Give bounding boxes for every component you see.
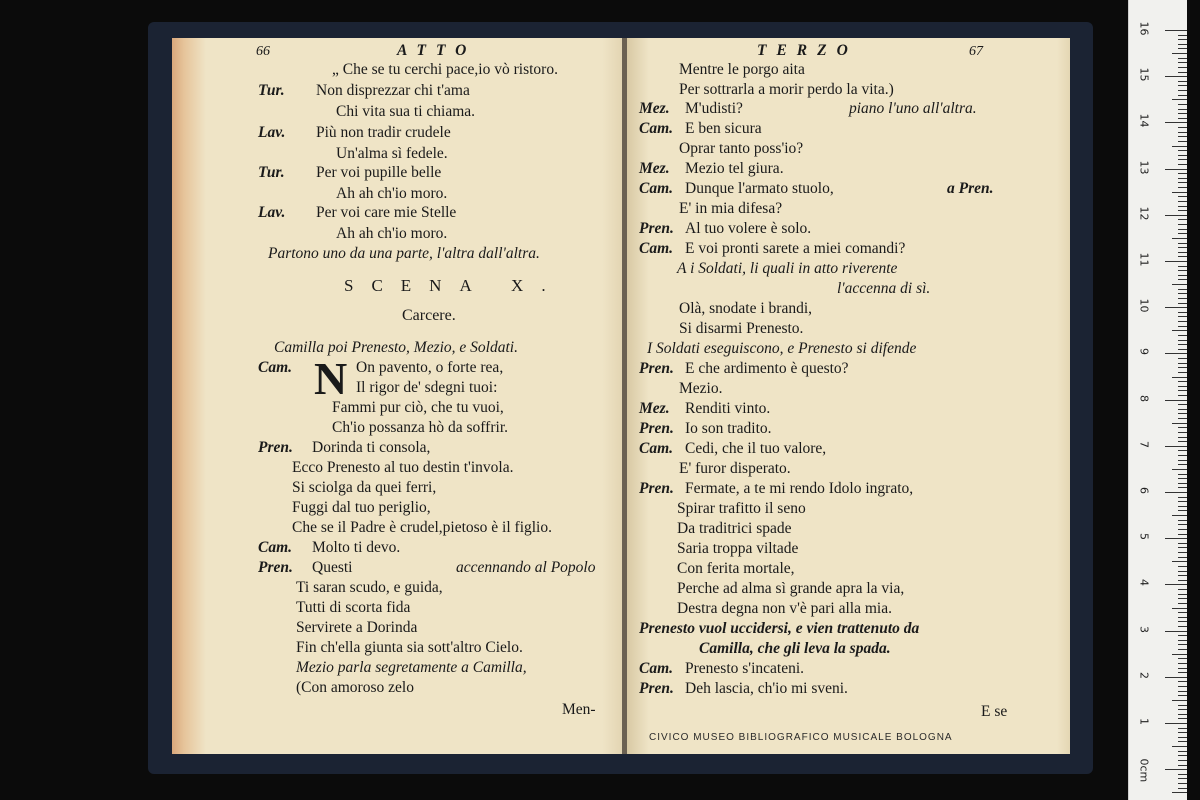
- text-line: Ch'io possanza hò da soffrir.: [332, 419, 508, 436]
- ruler-tick: [1178, 67, 1187, 68]
- text-line: Fammi pur ciò, che tu vuoi,: [332, 399, 504, 416]
- ruler-tick: [1178, 312, 1187, 313]
- text-line: Perche ad alma sì grande apra la via,: [677, 580, 905, 597]
- ruler-tick: [1178, 127, 1187, 128]
- ruler-tick: [1165, 169, 1187, 170]
- aside-direction: a Pren.: [947, 180, 994, 197]
- ruler-number: 12: [1137, 206, 1151, 221]
- ruler-tick: [1178, 672, 1187, 673]
- library-stamp: CIVICO MUSEO BIBLIOGRAFICO MUSICALE BOLOGNA: [649, 732, 953, 743]
- ruler-tick: [1178, 751, 1187, 752]
- ruler-tick: [1178, 547, 1187, 548]
- scene-setting: Carcere.: [402, 307, 456, 324]
- ruler-tick: [1178, 224, 1187, 225]
- ruler-number: 6: [1137, 487, 1151, 494]
- ruler-tick: [1178, 464, 1187, 465]
- ruler-tick: [1178, 705, 1187, 706]
- stage-direction: A i Soldati, li quali in atto riverente: [677, 260, 898, 277]
- ruler-tick: [1178, 404, 1187, 405]
- ruler-tick: [1178, 58, 1187, 59]
- ruler-tick: [1172, 146, 1187, 147]
- text-line: Più non tradir crudele: [316, 124, 451, 141]
- ruler-tick: [1178, 732, 1187, 733]
- ruler-number: 3: [1137, 625, 1151, 633]
- ruler-tick: [1165, 769, 1187, 770]
- text-line: Si disarmi Prenesto.: [679, 320, 804, 337]
- characters-list: Camilla poi Prenesto, Mezio, e Soldati.: [274, 339, 518, 356]
- ruler-tick: [1178, 686, 1187, 687]
- ruler-tick: [1178, 39, 1187, 40]
- text-line: „ Che se tu cerchi pace,io vò ristoro.: [332, 61, 558, 78]
- ruler-tick: [1172, 284, 1187, 285]
- right-page: [627, 38, 1070, 754]
- ruler-tick: [1178, 594, 1187, 595]
- text-line: Spirar trafitto il seno: [677, 500, 806, 517]
- speaker: Cam.: [258, 359, 293, 376]
- ruler-tick: [1165, 122, 1187, 123]
- ruler-tick: [1172, 192, 1187, 193]
- ruler-tick: [1172, 608, 1187, 609]
- text-line: Renditi vinto.: [685, 400, 771, 417]
- ruler-tick: [1172, 53, 1187, 54]
- text-line: E ben sicura: [685, 120, 762, 137]
- text-line: Non disprezzar chi t'ama: [316, 82, 470, 99]
- ruler-tick: [1178, 270, 1187, 271]
- ruler-tick: [1178, 714, 1187, 715]
- text-line: E' furor disperato.: [679, 460, 791, 477]
- ruler-tick: [1178, 243, 1187, 244]
- text-line: Dorinda ti consola,: [312, 439, 431, 456]
- ruler-tick: [1165, 723, 1187, 724]
- ruler-tick: [1178, 229, 1187, 230]
- text-line: Per voi pupille belle: [316, 164, 442, 181]
- aside-direction: piano l'uno all'altra.: [849, 100, 977, 117]
- ruler-tick: [1178, 367, 1187, 368]
- text-line: Prenesto s'incateni.: [685, 660, 805, 677]
- running-head: ATTO: [397, 42, 477, 59]
- stage-direction: Mezio parla segretamente a Camilla,: [296, 659, 527, 676]
- ruler-tick: [1178, 552, 1187, 553]
- drop-cap: N: [314, 353, 348, 404]
- ruler-tick: [1178, 256, 1187, 257]
- stage-direction: Camilla, che gli leva la spada.: [699, 640, 891, 657]
- text-line: Dunque l'armato stuolo,: [685, 180, 834, 197]
- ruler-tick: [1178, 372, 1187, 373]
- ruler-tick: [1165, 353, 1187, 354]
- ruler-number: 9: [1137, 348, 1151, 356]
- ruler-tick: [1178, 617, 1187, 618]
- ruler-number: 8: [1137, 394, 1151, 402]
- speaker: Tur.: [258, 82, 285, 99]
- ruler-tick: [1178, 441, 1187, 442]
- ruler-tick: [1178, 150, 1187, 151]
- stage-direction: I Soldati eseguiscono, e Prenesto si difende: [647, 340, 917, 357]
- ruler-tick: [1178, 303, 1187, 304]
- ruler-tick: [1165, 30, 1187, 31]
- ruler-tick: [1178, 612, 1187, 613]
- ruler-tick: [1165, 446, 1187, 447]
- ruler-tick: [1178, 210, 1187, 211]
- ruler-tick: [1178, 571, 1187, 572]
- ruler-tick: [1172, 99, 1187, 100]
- ruler-tick: [1178, 663, 1187, 664]
- speaker: Pren.: [639, 220, 674, 237]
- ruler-tick: [1178, 109, 1187, 110]
- text-line: Molto ti devo.: [312, 539, 401, 556]
- text-line: E voi pronti sarete a miei comandi?: [685, 240, 906, 257]
- ruler-tick: [1165, 631, 1187, 632]
- ruler-tick: [1172, 700, 1187, 701]
- page-number: 67: [969, 44, 983, 59]
- ruler-tick: [1165, 400, 1187, 401]
- ruler-tick: [1178, 390, 1187, 391]
- ruler-tick: [1178, 774, 1187, 775]
- ruler-number: 11: [1137, 252, 1151, 267]
- text-line: Cedi, che il tuo valore,: [685, 440, 827, 457]
- ruler-tick: [1178, 580, 1187, 581]
- ruler-number: 4: [1137, 579, 1151, 587]
- ruler-tick: [1178, 141, 1187, 142]
- text-line: Si sciolga da quei ferri,: [292, 479, 437, 496]
- ruler-tick: [1178, 432, 1187, 433]
- ruler-tick: [1178, 81, 1187, 82]
- ruler-tick: [1178, 460, 1187, 461]
- text-line: Fuggi dal tuo periglio,: [292, 499, 431, 516]
- catchword: E se: [981, 703, 1008, 720]
- ruler-tick: [1178, 621, 1187, 622]
- ruler-tick: [1178, 233, 1187, 234]
- ruler-tick: [1178, 136, 1187, 137]
- ruler-tick: [1178, 718, 1187, 719]
- stage-direction: l'accenna di sì.: [837, 280, 931, 297]
- ruler-tick: [1165, 76, 1187, 77]
- text-line: Da traditrici spade: [677, 520, 792, 537]
- ruler-tick: [1165, 584, 1187, 585]
- ruler-tick: [1178, 427, 1187, 428]
- speaker: Cam.: [639, 240, 674, 257]
- speaker: Cam.: [258, 539, 293, 556]
- ruler-tick: [1178, 487, 1187, 488]
- ruler-tick: [1178, 266, 1187, 267]
- ruler-number: 7: [1137, 440, 1151, 448]
- ruler-tick: [1165, 215, 1187, 216]
- ruler-tick: [1178, 529, 1187, 530]
- ruler-tick: [1178, 778, 1187, 779]
- catchword: Men-: [562, 701, 596, 718]
- ruler-tick: [1178, 668, 1187, 669]
- ruler-tick: [1178, 247, 1187, 248]
- ruler-tick: [1178, 497, 1187, 498]
- ruler-tick: [1172, 423, 1187, 424]
- speaker: Cam.: [639, 180, 674, 197]
- ruler-tick: [1178, 506, 1187, 507]
- text-line: Chi vita sua ti chiama.: [336, 103, 476, 120]
- text-line: Mezio tel giura.: [685, 160, 784, 177]
- speaker: Cam.: [639, 440, 674, 457]
- running-head: TERZO: [757, 42, 858, 59]
- aside-direction: accennando al Popolo: [456, 559, 596, 576]
- ruler-tick: [1178, 783, 1187, 784]
- ruler-tick: [1178, 598, 1187, 599]
- ruler-tick: [1178, 640, 1187, 641]
- text-line: Mentre le porgo aita: [679, 61, 805, 78]
- ruler-tick: [1178, 104, 1187, 105]
- ruler-tick: [1178, 44, 1187, 45]
- text-line: Il rigor de' sdegni tuoi:: [356, 379, 498, 396]
- ruler-tick: [1178, 409, 1187, 410]
- ruler-tick: [1178, 48, 1187, 49]
- ruler-tick: [1178, 728, 1187, 729]
- ruler-tick: [1178, 455, 1187, 456]
- ruler-tick: [1178, 201, 1187, 202]
- ruler-tick: [1178, 681, 1187, 682]
- text-line: On pavento, o forte rea,: [356, 359, 504, 376]
- measuring-ruler: [1128, 0, 1187, 800]
- speaker: Pren.: [258, 559, 293, 576]
- speaker: Pren.: [639, 360, 674, 377]
- text-line: Fin ch'ella giunta sia sott'altro Cielo.: [296, 639, 523, 656]
- ruler-tick: [1178, 737, 1187, 738]
- ruler-tick: [1178, 478, 1187, 479]
- text-line: Io son tradito.: [685, 420, 772, 437]
- text-line: Ecco Prenesto al tuo destin t'invola.: [292, 459, 514, 476]
- ruler-tick: [1165, 492, 1187, 493]
- speaker: Pren.: [639, 420, 674, 437]
- ruler-tick: [1178, 164, 1187, 165]
- ruler-tick: [1178, 755, 1187, 756]
- text-line: Fermate, a te mi rendo Idolo ingrato,: [685, 480, 914, 497]
- ruler-tick: [1178, 483, 1187, 484]
- text-line: Oprar tanto poss'io?: [679, 140, 804, 157]
- ruler-tick: [1178, 760, 1187, 761]
- text-line: Questi: [312, 559, 353, 576]
- ruler-tick: [1165, 307, 1187, 308]
- ruler-tick: [1178, 524, 1187, 525]
- stage-direction: Partono uno da una parte, l'altra dall'altra.: [268, 245, 540, 262]
- ruler-tick: [1178, 695, 1187, 696]
- ruler-tick: [1178, 118, 1187, 119]
- ruler-number: 13: [1137, 160, 1151, 175]
- ruler-tick: [1178, 321, 1187, 322]
- speaker: Pren.: [258, 439, 293, 456]
- text-line: E' in mia difesa?: [679, 200, 783, 217]
- ruler-tick: [1178, 35, 1187, 36]
- speaker: Mez.: [639, 100, 670, 117]
- ruler-tick: [1165, 538, 1187, 539]
- ruler-tick: [1178, 788, 1187, 789]
- ruler-tick: [1178, 335, 1187, 336]
- ruler-number: 1: [1137, 718, 1151, 725]
- ruler-tick: [1178, 501, 1187, 502]
- ruler-tick: [1172, 561, 1187, 562]
- ruler-tick: [1178, 316, 1187, 317]
- ruler-tick: [1178, 159, 1187, 160]
- ruler-tick: [1178, 395, 1187, 396]
- ruler-number: 5: [1137, 533, 1151, 541]
- text-line: Per voi care mie Stelle: [316, 204, 457, 221]
- ruler-tick: [1178, 85, 1187, 86]
- ruler-tick: [1178, 474, 1187, 475]
- ruler-tick: [1178, 187, 1187, 188]
- text-line: Saria troppa viltade: [677, 540, 799, 557]
- ruler-tick: [1178, 413, 1187, 414]
- text-line: Deh lascia, ch'io mi sveni.: [685, 680, 848, 697]
- ruler-tick: [1178, 635, 1187, 636]
- page-number: 66: [256, 44, 270, 59]
- ruler-tick: [1178, 709, 1187, 710]
- ruler-tick: [1178, 741, 1187, 742]
- ruler-tick: [1178, 386, 1187, 387]
- ruler-number: 10: [1137, 298, 1151, 313]
- left-page: [172, 38, 625, 754]
- ruler-tick: [1178, 418, 1187, 419]
- ruler-number: 14: [1137, 113, 1151, 128]
- ruler-tick: [1178, 275, 1187, 276]
- ruler-tick: [1178, 340, 1187, 341]
- speaker: Mez.: [639, 400, 670, 417]
- speaker: Mez.: [639, 160, 670, 177]
- ruler-tick: [1178, 557, 1187, 558]
- text-line: Olà, snodate i brandi,: [679, 300, 813, 317]
- ruler-tick: [1172, 654, 1187, 655]
- ruler-tick: [1178, 603, 1187, 604]
- ruler-tick: [1172, 330, 1187, 331]
- speaker: Cam.: [639, 660, 674, 677]
- ruler-tick: [1178, 206, 1187, 207]
- ruler-tick: [1172, 746, 1187, 747]
- ruler-tick: [1165, 677, 1187, 678]
- ruler-tick: [1172, 792, 1187, 793]
- ruler-tick: [1178, 219, 1187, 220]
- ruler-tick: [1178, 358, 1187, 359]
- ruler-tick: [1178, 543, 1187, 544]
- ruler-tick: [1178, 113, 1187, 114]
- ruler-tick: [1178, 575, 1187, 576]
- ruler-tick: [1172, 515, 1187, 516]
- text-line: Che se il Padre è crudel,pietoso è il figlio.: [292, 519, 552, 536]
- ruler-number: 15: [1137, 67, 1151, 82]
- ruler-tick: [1178, 381, 1187, 382]
- ruler-tick: [1178, 72, 1187, 73]
- ruler-tick: [1178, 437, 1187, 438]
- text-line: Ti saran scudo, e guida,: [296, 579, 443, 596]
- ruler-tick: [1172, 377, 1187, 378]
- ruler-tick: [1178, 691, 1187, 692]
- ruler-tick: [1178, 132, 1187, 133]
- ruler-tick: [1178, 626, 1187, 627]
- ruler-tick: [1178, 182, 1187, 183]
- ruler-tick: [1178, 349, 1187, 350]
- text-line: M'udisti?: [685, 100, 743, 117]
- ruler-tick: [1178, 765, 1187, 766]
- ruler-tick: [1178, 520, 1187, 521]
- ruler-tick: [1178, 344, 1187, 345]
- ruler-tick: [1172, 238, 1187, 239]
- ruler-number: 2: [1137, 671, 1151, 679]
- ruler-tick: [1178, 178, 1187, 179]
- stage-direction: Prenesto vuol uccidersi, e vien trattenuto da: [639, 620, 920, 637]
- ruler-tick: [1178, 252, 1187, 253]
- ruler-tick: [1178, 293, 1187, 294]
- ruler-tick: [1178, 90, 1187, 91]
- ruler-tick: [1172, 469, 1187, 470]
- text-line: Con ferita mortale,: [677, 560, 795, 577]
- text-line: Al tuo volere è solo.: [685, 220, 812, 237]
- speaker: Tur.: [258, 164, 285, 181]
- text-line: E che ardimento è questo?: [685, 360, 849, 377]
- speaker: Pren.: [639, 480, 674, 497]
- ruler-tick: [1178, 196, 1187, 197]
- ruler-tick: [1178, 589, 1187, 590]
- ruler-tick: [1178, 173, 1187, 174]
- ruler-number: 16: [1137, 21, 1151, 36]
- speaker: Lav.: [258, 204, 286, 221]
- text-line: Per sottrarla a morir perdo la vita.): [679, 81, 894, 98]
- ruler-tick: [1178, 95, 1187, 96]
- ruler-tick: [1178, 658, 1187, 659]
- speaker: Lav.: [258, 124, 286, 141]
- speaker: Cam.: [639, 120, 674, 137]
- ruler-tick: [1178, 510, 1187, 511]
- ruler-tick: [1165, 261, 1187, 262]
- ruler-tick: [1178, 298, 1187, 299]
- ruler-tick: [1178, 326, 1187, 327]
- ruler-tick: [1178, 279, 1187, 280]
- text-line: Servirete a Dorinda: [296, 619, 418, 636]
- ruler-tick: [1178, 155, 1187, 156]
- ruler-number: 0cm: [1137, 758, 1151, 783]
- scene-title: SCENA X.: [344, 276, 564, 295]
- speaker: Pren.: [639, 680, 674, 697]
- text-line: Tutti di scorta fida: [296, 599, 411, 616]
- text-line: Destra degna non v'è pari alla mia.: [677, 600, 892, 617]
- ruler-tick: [1178, 289, 1187, 290]
- text-line: Un'alma sì fedele.: [336, 145, 448, 162]
- ruler-tick: [1178, 534, 1187, 535]
- ruler-tick: [1178, 62, 1187, 63]
- ruler-tick: [1178, 450, 1187, 451]
- ruler-tick: [1178, 644, 1187, 645]
- text-line: Ah ah ch'io moro.: [336, 225, 448, 242]
- text-line: (Con amoroso zelo: [296, 679, 414, 696]
- text-line: Ah ah ch'io moro.: [336, 185, 448, 202]
- ruler-tick: [1178, 649, 1187, 650]
- text-line: Mezio.: [679, 380, 723, 397]
- ruler-tick: [1178, 363, 1187, 364]
- ruler-tick: [1178, 566, 1187, 567]
